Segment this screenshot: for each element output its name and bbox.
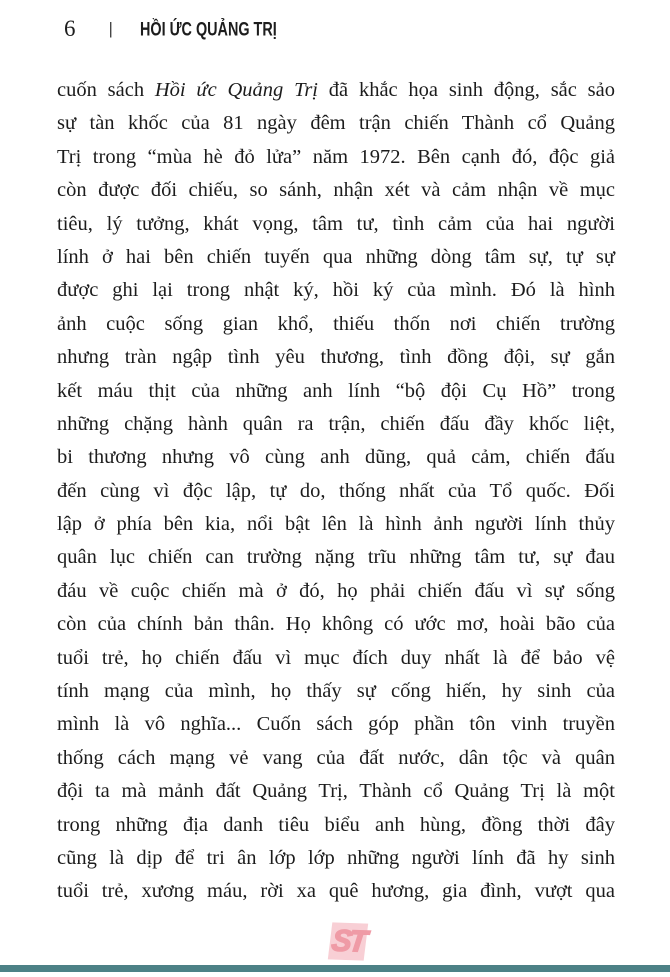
text-segment: kết máu thịt của những anh lính “bộ đội Cụ Hồ” trong xyxy=(57,379,615,402)
text-segment: đáu về cuộc chiến mà ở đó, họ phải chiến đấu vì sự sống xyxy=(57,579,615,602)
page-number: 6 xyxy=(64,16,76,41)
footer-bar xyxy=(0,965,670,972)
text-segment: còn được đối chiếu, so sánh, nhận xét và cảm nhận về mục xyxy=(57,179,615,202)
text-segment: đến cùng vì độc lập, tự do, thống nhất của Tổ quốc. Đối xyxy=(57,479,615,502)
header-separator: | xyxy=(108,19,113,38)
text-segment: thống cách mạng vẻ vang của đất nước, dân tộc và quân xyxy=(57,746,615,769)
text-line xyxy=(57,141,615,174)
text-segment: nhưng tràn ngập tình yêu thương, tình đồng đội, sự gắn xyxy=(57,346,615,369)
text-line xyxy=(57,241,615,274)
text-segment: tính mạng của mình, họ thấy sự cống hiến, hy sinh của xyxy=(57,680,615,703)
text-segment: mình là vô nghĩa... Cuốn sách góp phần tôn vinh truyền xyxy=(57,713,615,736)
text-segment: Trị trong “mùa hè đỏ lửa” năm 1972. Bên cạnh đó, độc giả xyxy=(57,145,615,168)
text-segment: quân lục chiến can trường nặng trĩu những tâm tư, sự đau xyxy=(57,546,615,569)
text-segment: tuổi trẻ, họ chiến đấu vì mục đích duy nhất là để bảo vệ xyxy=(57,646,615,669)
text-segment: lính ở hai bên chiến tuyến qua những dòng tâm sự, tự sự xyxy=(57,245,615,268)
text-line xyxy=(57,608,615,641)
text-line xyxy=(57,541,615,574)
text-line xyxy=(57,708,615,741)
text-line xyxy=(57,875,615,908)
text-segment: đội ta mà mảnh đất Quảng Trị, Thành cổ Quảng Trị là một xyxy=(57,780,615,803)
text-segment: tuổi trẻ, xương máu, rời xa quê hương, gia đình, vượt qua xyxy=(57,880,615,903)
text-segment: còn của chính bản thân. Họ không có ước mơ, hoài bão của xyxy=(57,613,615,636)
text-line xyxy=(57,842,615,875)
book-title: HỒI ỨC QUẢNG TRỊ xyxy=(139,17,277,40)
text-segment: được ghi lại trong nhật ký, hồi ký của mình. Đó là hình xyxy=(57,279,615,302)
text-line xyxy=(57,74,615,107)
text-line xyxy=(57,308,615,341)
text-line xyxy=(57,408,615,441)
text-line xyxy=(57,174,615,207)
text-segment: cuốn sách xyxy=(57,79,155,101)
text-line xyxy=(57,441,615,474)
text-line xyxy=(57,375,615,408)
text-segment: đã khắc họa sinh động, sắc sảo xyxy=(318,79,615,101)
text-line xyxy=(57,341,615,374)
text-line xyxy=(57,107,615,140)
text-line xyxy=(57,642,615,675)
body-text xyxy=(57,74,615,909)
text-line xyxy=(57,775,615,808)
text-segment: lập ở phía bên kia, nổi bật lên là hình ảnh người lính thủy xyxy=(57,513,615,536)
text-line xyxy=(57,208,615,241)
text-line xyxy=(57,274,615,307)
text-segment: tiêu, lý tưởng, khát vọng, tâm tư, tình cảm của hai người xyxy=(57,212,615,235)
text-line xyxy=(57,809,615,842)
text-segment: bi thương nhưng vô cùng anh dũng, quả cảm, chiến đấu xyxy=(57,446,615,469)
text-line xyxy=(57,742,615,775)
italic-text-segment: Hồi ức Quảng Trị xyxy=(154,79,319,101)
text-segment: sự tàn khốc của 81 ngày đêm trận chiến Thành cổ Quảng xyxy=(57,112,615,135)
text-line xyxy=(57,508,615,541)
text-segment: cũng là dịp để tri ân lớp lớp những người lính đã hy sinh xyxy=(57,846,615,869)
text-segment: trong những địa danh tiêu biểu anh hùng, đồng thời đây xyxy=(57,813,615,836)
st-watermark-stamp xyxy=(328,922,368,960)
text-segment: ảnh cuộc sống gian khổ, thiếu thốn nơi chiến trường xyxy=(57,312,615,335)
text-line xyxy=(57,575,615,608)
text-segment: những chặng hành quân ra trận, chiến đấu đầy khốc liệt, xyxy=(57,412,615,435)
running-header xyxy=(64,16,311,42)
text-line xyxy=(57,675,615,708)
text-line xyxy=(57,475,615,508)
st-watermark-label: ST xyxy=(329,923,367,959)
